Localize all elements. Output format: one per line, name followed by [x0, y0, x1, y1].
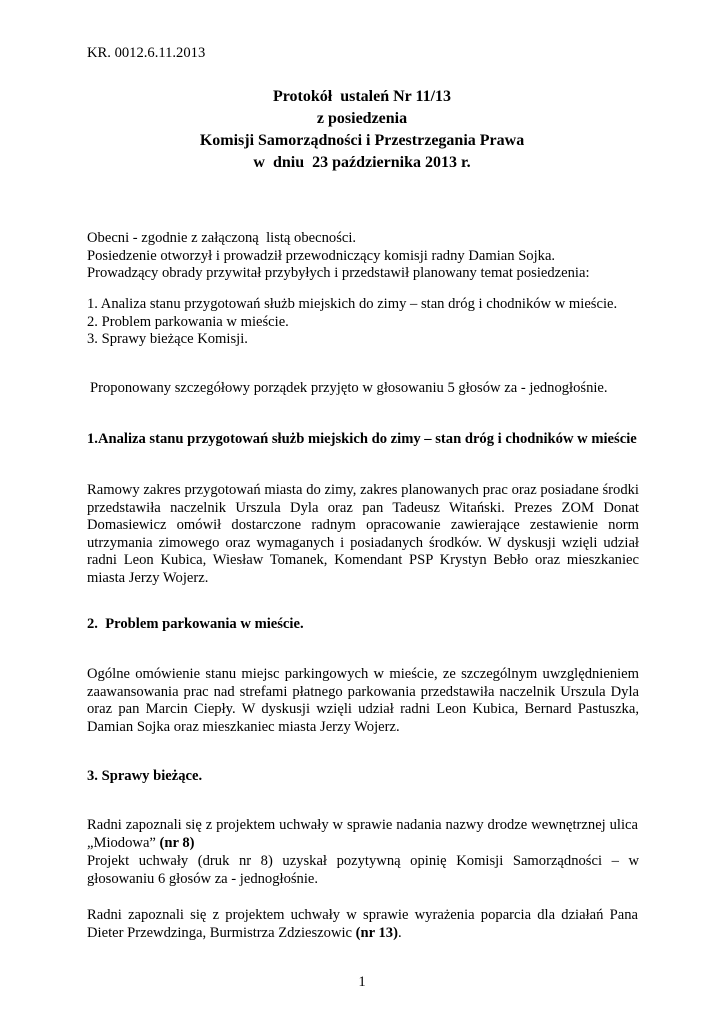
section-3-heading: 3. Sprawy bieżące. [87, 768, 203, 784]
agenda-item: 3. Sprawy bieżące Komisji. [87, 331, 248, 348]
intro-line: Posiedzenie otworzył i prowadził przewodniczący komisji radny Damian Sojka. [87, 247, 556, 264]
agenda-list [87, 296, 639, 349]
agenda-vote-text: Proponowany szczegółowy porządek przyjęto w głosowaniu 5 głosów za - jednogłośnie. [90, 380, 608, 396]
item-2-end: . [397, 924, 402, 941]
document-reference: KR. 0012.6.11.2013 [87, 45, 206, 61]
section-1-body [87, 482, 639, 588]
intro-paragraph [87, 230, 639, 283]
agenda-vote [90, 380, 642, 398]
item-2-description: Radni zapoznali się z projektem uchwały w sprawie wyrażenia poparcia dla działań Pana Dieter Przewdzinga, Burmistrza Zdzieszowic [87, 907, 638, 941]
title-line: Protokół ustaleń Nr 11/13 [272, 88, 452, 105]
intro-line: Prowadzący obrady przywitał przybyłych i przedstawił planowany temat posiedzenia: [87, 265, 590, 282]
section-2-heading: 2. Problem parkowania w mieście. [87, 616, 304, 632]
section-2-body [87, 666, 639, 736]
section-3-item-1-opinion [87, 853, 639, 888]
document-title [0, 86, 724, 174]
item-2-ref: (nr 13) [355, 924, 398, 941]
title-line: z posiedzenia [316, 110, 408, 127]
section-3-item-1 [87, 817, 638, 852]
item-1-text [87, 817, 638, 852]
agenda-item: 2. Problem parkowania w mieście. [87, 313, 289, 330]
section-2-text: Ogólne omówienie stanu miejsc parkingowych w mieście, ze szczególnym uwzględnieniem zaawansowania prac nad strefami płatnego parkowania przedstawiła naczelnik Urszula Dyla oraz pan Marcin Ciepły. W dyskusji wzięli udział radni Leon Kubica, Bernard Pastuszka, Damian Sojka oraz mieszkaniec miasta Jerzy Wojerz. [87, 666, 639, 735]
item-2-text [87, 907, 638, 942]
item-1-description: Radni zapoznali się z projektem uchwały w sprawie nadania nazwy drodze wewnętrznej ulica „Miodowa” [87, 817, 638, 851]
title-line: w dniu 23 października 2013 r. [253, 154, 471, 171]
section-3-item-2 [87, 907, 638, 942]
section-1-text: Ramowy zakres przygotowań miasta do zimy, zakres planowanych prac oraz posiadane środki przedstawiła naczelnik Urszula Dyla oraz pan Tadeusz Witański. Prezes ZOM Donat Domasiewicz omówił dostarczone radnym opracowanie zawierające zestawienie norm utrzymania zimowego oraz wymaganych i posiadanych środków. W dyskusji wzięli udział radni Leon Kubica, Wiesław Tomanek, Komendant PSP Krystyn Bebło oraz mieszkaniec miasta Jerzy Wojerz. [87, 482, 639, 586]
section-1-heading: 1.Analiza stanu przygotowań służb miejskich do zimy – stan dróg i chodników w mieście [87, 431, 637, 447]
agenda-item: 1. Analiza stanu przygotowań służb miejskich do zimy – stan dróg i chodników w mieście. [87, 296, 618, 312]
intro-line: Obecni - zgodnie z załączoną listą obecności. [87, 230, 357, 246]
page-number: 1 [358, 974, 366, 990]
item-1-ref: (nr 8) [159, 834, 195, 851]
title-line: Komisji Samorządności i Przestrzegania Prawa [199, 132, 525, 149]
item-1-opinion-text: Projekt uchwały (druk nr 8) uzyskał pozytywną opinię Komisji Samorządności – w głosowaniu 6 głosów za - jednogłośnie. [87, 853, 639, 887]
